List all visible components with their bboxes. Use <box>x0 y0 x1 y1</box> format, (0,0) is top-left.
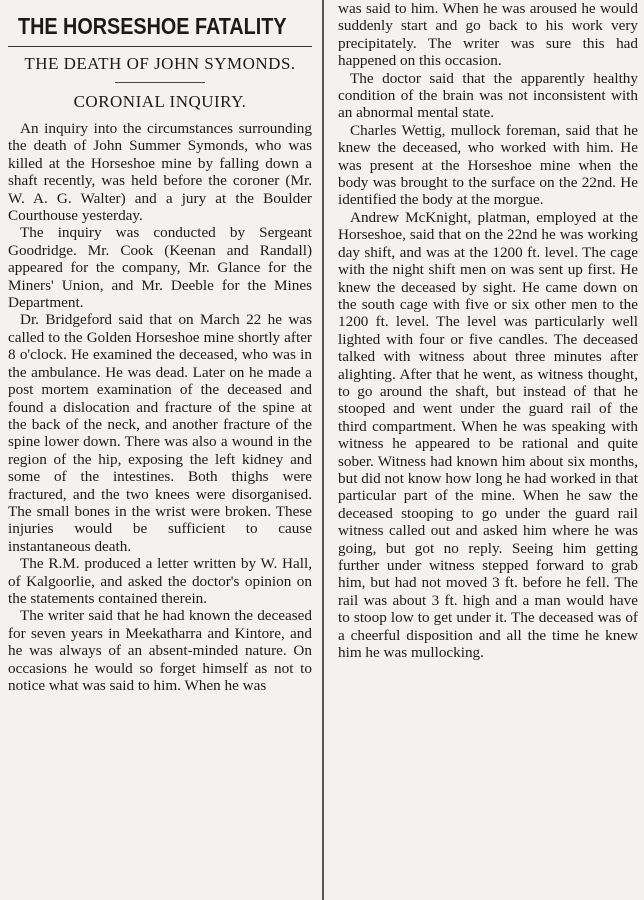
headline-rule <box>8 46 312 47</box>
paragraph: Andrew McKnight, platman, employed at the Horseshoe, said that on the 22nd he was working day shift, and was at the 1200 ft. level. The cage with the night shift men on was sent up first. He knew the deceased by sight. He came down on the south cage with five or six other men to the 1200 ft. level. The level was particularly well lighted with four or five candles. The deceased talked with witness about three minutes after alighting. After that he went, as witness thought, to go around the shaft, but instead of that he stooped and went under the guard rail of the third compartment. When he was speaking with witness he appeared to be rational and quite sober. Witness had known him about six months, but did not know how long he had worked in that particular part of the mine. When he saw the deceased stooping to go under the guard rail witness called out and asked him where he was going, but got no reply. Seeing him getting further under witness stepped forward to grab him, but had not moved 3 ft. before he fell. The rail was about 3 ft. high and a man would have to stoop low to get under it. The deceased was of a cheerful disposition and all the time he knew him he was mullocking. <box>338 208 638 662</box>
paragraph: The inquiry was conducted by Sergeant Goodridge. Mr. Cook (Keenan and Randall) appeared for the company, Mr. Glance for the Miners' Union, and Mr. Deeble for the Mines Department. <box>8 224 312 312</box>
paragraph: was said to him. When he was aroused he would suddenly start and go back to his work very precipitately. The writer was sure this had happened on this occasion. <box>338 0 638 70</box>
paragraph: An inquiry into the circumstances surrounding the death of John Summer Symonds, who was killed at the Horseshoe mine by falling down a shaft recently, was held before the coroner (Mr. W. A. G. Walter) and a jury at the Boulder Courthouse yesterday. <box>8 120 312 225</box>
section-heading: CORONIAL INQUIRY. <box>73 92 247 111</box>
column-rule <box>322 0 324 900</box>
paragraph: Dr. Bridgeford said that on March 22 he was called to the Golden Horseshoe mine shortly after 8 o'clock. He examined the deceased, who was in the ambulance. He was dead. Later on he made a post mortem examination of the deceased and found a dislocation and fracture of the spine at the back of the neck, and another fracture of the spine lower down. There was also a wound in the region of the hip, exposing the left kidney and some of the intestines. Both thighs were fractured, and the two knees were disorganised. The small bones in the wrist were broken. These injuries would be sufficient to cause instantaneous death. <box>8 311 312 555</box>
subheading-rule <box>115 82 205 83</box>
headline: THE HORSESHOE FATALITY <box>18 13 287 39</box>
paragraph: The doctor said that the apparently healthy condition of the brain was not inconsistent with an abnormal mental state. <box>338 69 638 122</box>
paragraph: The writer said that he had known the deceased for seven years in Meekatharra and Kintore, and he was always of an absent-minded nature. On occasions he would so forget himself as not to notice what was said to him. When he was <box>8 607 312 694</box>
left-column <box>0 0 318 900</box>
right-column <box>330 0 644 900</box>
paragraph: The R.M. produced a letter written by W. Hall, of Kalgoorlie, and asked the doctor's opinion on the statements contained therein. <box>8 555 312 607</box>
subheading: THE DEATH OF JOHN SYMONDS. <box>24 54 296 73</box>
paragraph: Charles Wettig, mullock foreman, said that he knew the deceased, who worked with him. He was present at the Horseshoe mine when the body was brought to the surface on the 22nd. He identified the body at the morgue. <box>338 121 638 209</box>
